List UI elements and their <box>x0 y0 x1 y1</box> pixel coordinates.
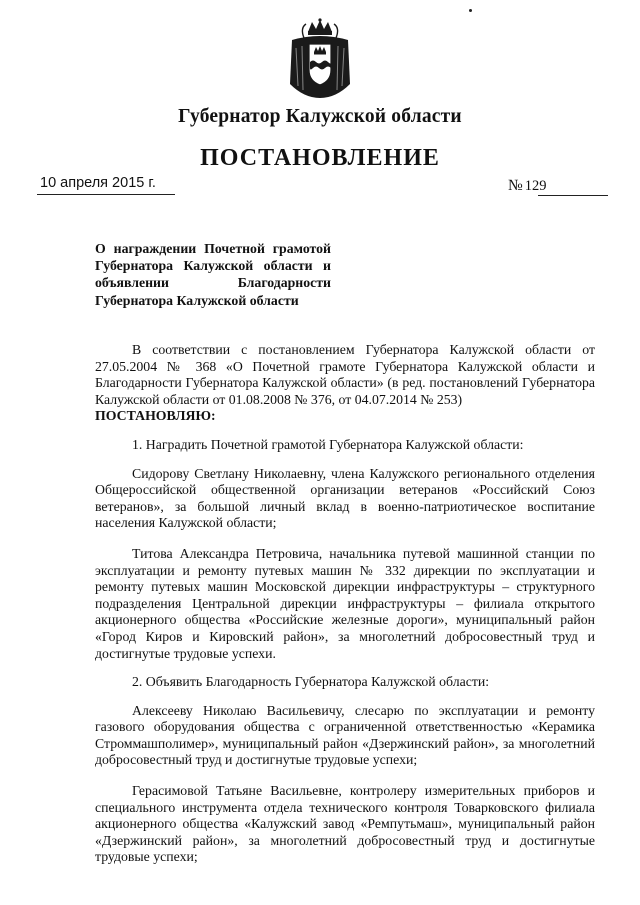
document-subject: О награждении Почетной грамотой Губернатора Калужской области и объявлении Благодарности Губернатора Калужской области <box>95 241 331 308</box>
item-1-awardee-2: Титова Александра Петровича, начальника путевой машинной станции по эксплуатации и ремонту путевых машин № 332 дирекции по эксплуатации и ремонту путевых машин Московской дирекции инфраструктуры – структурного подразделения Центральной дирекции инфраструктуры – филиала открытого акционерного общества «Российские железные дороги», муниципальный район «Город Киров и Кировский район», за многолетний добросовестный труд и достигнутые трудовые успехи. <box>95 545 595 661</box>
kaluga-coat-of-arms-icon <box>286 18 354 100</box>
decree-word: ПОСТАНОВЛЯЮ: <box>95 408 216 424</box>
document-body <box>95 342 595 866</box>
item-2-awardee-2: Герасимовой Татьяне Васильевне, контролеру измерительных приборов и специального инструмента отдела технического контроля Товарковского филиала акционерного общества «Калужский завод «Ремпутьмаш», муниципальный район «Дзержинский район», за многолетний добросовестный труд и достигнутые трудовые успехи; <box>95 783 595 865</box>
speck <box>469 9 472 12</box>
number-value: 129 <box>524 178 547 194</box>
item-2-heading: 2. Объявить Благодарность Губернатора Калужской области: <box>132 674 490 690</box>
item-1-heading: 1. Наградить Почетной грамотой Губернатора Калужской области: <box>132 436 524 452</box>
document-date: 10 апреля 2015 г. <box>40 175 156 191</box>
number-prefix: № <box>508 177 523 194</box>
item-2-awardee-1: Алексееву Николаю Васильевичу, слесарю по эксплуатации и ремонту газового оборудования общества с ограниченной ответственностью «Керамика Строммашполимер», муниципальный район «Дзержинский район», за многолетний добросовестный труд и достигнутые трудовые успехи; <box>95 702 595 768</box>
date-underline <box>37 194 175 195</box>
preamble-paragraph: В соответствии с постановлением Губернатора Калужской области от 27.05.2004 № 368 «О Почетной грамоте Губернатора Калужской области и Благодарности Губернатора Калужской области» (в ред. постановлений Губернатора Калужской области от 01.08.2008 № 376, от 04.07.2014 № 253) <box>95 342 595 407</box>
document-number <box>508 177 547 195</box>
item-1-awardee-1: Сидорову Светлану Николаевну, члена Калужского регионального отделения Общероссийской общественной организации ветеранов «Российский Союз ветеранов», за большой личный вклад в военно-патриотическое воспитание населения Калужской области; <box>95 465 595 531</box>
document-type-heading: ПОСТАНОВЛЕНИЕ <box>200 145 440 171</box>
number-underline <box>538 195 608 196</box>
governor-title: Губернатор Калужской области <box>178 106 462 127</box>
